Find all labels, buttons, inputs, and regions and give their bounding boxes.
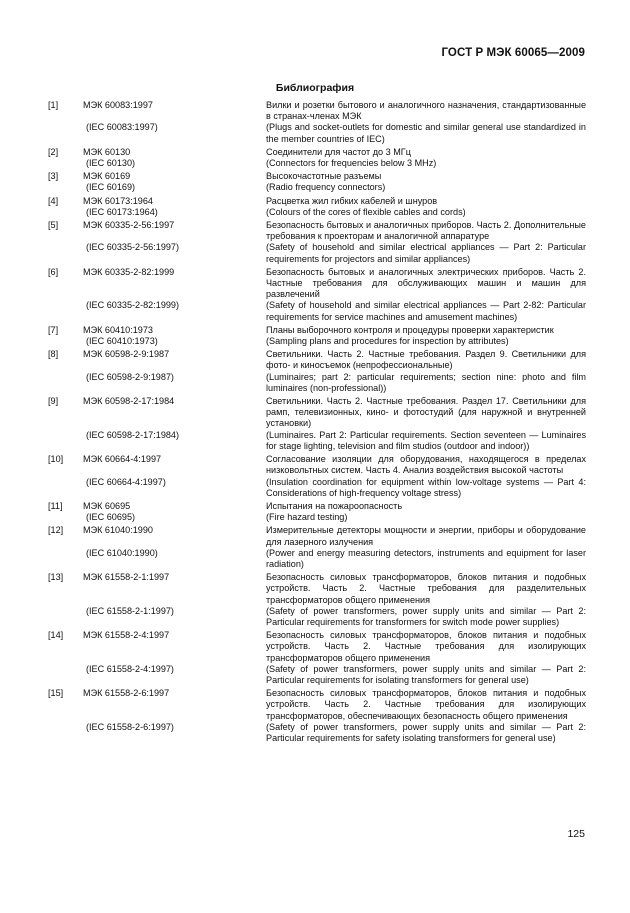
entry-title-ru: Расцветка жил гибких кабелей и шнуров: [266, 195, 438, 206]
entry-number: [12]: [48, 525, 64, 536]
bibliography-list: [48, 100, 586, 746]
entry-number: [11]: [48, 500, 63, 511]
bibliography-entry: [48, 688, 586, 744]
entry-number-spacer: [48, 122, 83, 144]
bibliography-entry: [48, 630, 586, 686]
bibliography-entry: [48, 220, 586, 265]
entry-title-ru: Измерительные детекторы мощности и энергии, приборы и оборудование для лазерного излучения: [266, 525, 586, 547]
entry-code-ru: МЭК 60083:1997: [83, 100, 153, 110]
bibliography-entry: [48, 171, 586, 193]
bibliography-entry: [48, 100, 586, 145]
entry-number-spacer: [48, 664, 83, 686]
entry-code-ru: МЭК 60598-2-9:1987: [83, 349, 170, 360]
entry-number: [9]: [48, 396, 59, 407]
entry-number-spacer: [48, 242, 83, 264]
entry-number-spacer: [48, 512, 83, 523]
entry-code-iec: (IEC 60598-2-9:1987): [86, 371, 174, 382]
bibliography-entry: [48, 501, 586, 523]
entry-number: [14]: [48, 630, 64, 641]
entry-code-ru: МЭК 60130: [83, 146, 131, 157]
entry-number: [4]: [48, 195, 59, 206]
entry-title-en: (Luminaires. Part 2: Particular requirements. Section seventeen — Luminaires for stage lighting, television and film studios (outdoor and indoor)): [266, 429, 586, 451]
entry-title-ru: Высокочастотные разъемы: [266, 171, 382, 182]
bibliography-entry: [48, 196, 586, 218]
entry-code-iec: (IEC 60664-4:1997): [86, 476, 166, 487]
entry-number: [5]: [48, 220, 59, 231]
entry-number-spacer: [48, 336, 83, 347]
entry-number-spacer: [48, 722, 83, 744]
entry-number-spacer: [48, 548, 83, 570]
bibliography-entry: [48, 396, 586, 452]
entry-code-iec: (IEC 61040:1990): [86, 547, 158, 558]
entry-code-iec: (IEC 60598-2-17:1984): [86, 429, 180, 440]
bibliography-entry: [48, 572, 586, 628]
entry-number-spacer: [48, 430, 83, 452]
entry-number: [3]: [48, 171, 59, 182]
entry-code-ru: МЭК 60695: [83, 500, 131, 511]
entry-code-ru: МЭК 61558-2-6:1997: [83, 688, 170, 699]
entry-number-spacer: [48, 300, 83, 322]
entry-number: [10]: [48, 454, 64, 465]
entry-code-ru: МЭК 60664-4:1997: [83, 454, 162, 465]
entry-code-ru: МЭК 60410:1973: [83, 324, 153, 335]
entry-title-ru: Соединители для частот до 3 МГц: [266, 146, 411, 157]
entry-title-en: (Safety of power transformers, power supply units and similar — Part 2: Particular requirements for transformers for switch mode power supplies): [266, 605, 586, 627]
page-title: Библиография: [275, 82, 355, 94]
bibliography-entry: [48, 454, 586, 499]
entry-code-ru: МЭК 60173:1964: [83, 195, 153, 206]
entry-code-iec: (IEC 60410:1973): [86, 336, 158, 347]
entry-number: [2]: [48, 146, 59, 157]
entry-title-en: (Sampling plans and procedures for inspection by attributes): [266, 336, 509, 347]
entry-code-ru: МЭК 61558-2-1:1997: [83, 572, 170, 583]
entry-code-iec: (IEC 60083:1997): [86, 122, 158, 133]
entry-code-iec: (IEC 60335-2-56:1997): [86, 242, 180, 253]
entry-code-iec: (IEC 60335-2-82:1999): [86, 300, 180, 311]
entry-title-ru: Вилки и розетки бытового и аналогичного назначения, стандартизованные в странах-членах МЭК: [266, 100, 586, 122]
entry-title-ru: Планы выборочного контроля и процедуры проверки характеристик: [266, 324, 554, 335]
entry-code-ru: МЭК 60335-2-82:1999: [83, 266, 175, 277]
entry-code-iec: (IEC 61558-2-6:1997): [86, 721, 174, 732]
entry-number-spacer: [48, 372, 83, 394]
entry-title-en: (Safety of power transformers, power supply units and similar — Part 2: Particular requirements for safety isolating transformers for general use): [266, 721, 586, 743]
entry-title-en: (Safety of household and similar electrical appliances — Part 2-82: Particular requirements for service machines and amusement machines): [266, 300, 586, 322]
entry-title-en: (Safety of power transformers, power supply units and similar — Part 2: Particular requirements for isolating transformers for general use): [266, 663, 586, 685]
entry-code-ru: МЭК 60335-2-56:1997: [83, 220, 175, 231]
entry-number-spacer: [48, 477, 83, 499]
entry-title-en: (Safety of household and similar electrical appliances — Part 2: Particular requirements for projectors and similar appliances): [266, 242, 586, 264]
standard-designation: ГОСТ Р МЭК 60065—2009: [441, 47, 585, 59]
bibliography-entry: [48, 325, 586, 347]
bibliography-entry: [48, 267, 586, 323]
entry-title-en: (Colours of the cores of flexible cables and cords): [266, 206, 466, 217]
entry-title-ru: Безопасность бытовых и аналогичных электрических приборов. Часть 2. Частные требования для обслуживающих машин и машин для развлечений: [266, 266, 586, 300]
entry-title-en: (Luminaires; part 2: particular requirements; section nine: photo and film luminaires (non-professional)): [266, 371, 586, 393]
entry-number: [6]: [48, 266, 59, 277]
entry-title-en: (Radio frequency connectors): [266, 182, 386, 193]
entry-number: [7]: [48, 324, 59, 335]
bibliography-entry: [48, 147, 586, 169]
entry-number-spacer: [48, 207, 83, 218]
entry-title-ru: Согласование изоляции для оборудования, находящегося в пределах низковольтных систем. Часть 4. Анализ воздействия высокой частоты: [266, 454, 586, 476]
entry-code-ru: МЭК 60598-2-17:1984: [83, 396, 175, 407]
entry-number-spacer: [48, 606, 83, 628]
entry-code-ru: МЭК 61558-2-4:1997: [83, 630, 170, 641]
entry-title-ru: Светильники. Часть 2. Частные требования. Раздел 9. Светильники для фото- и киносъемок (непрофессиональные): [266, 349, 586, 371]
entry-title-ru: Безопасность бытовых и аналогичных приборов. Часть 2. Дополнительные требования к проекторам и аналогичной аппаратуре: [266, 220, 586, 242]
bibliography-entry: [48, 525, 586, 570]
page-number: 125: [567, 828, 585, 840]
entry-code-iec: (IEC 60169): [86, 182, 136, 193]
entry-code-iec: (IEC 60130): [86, 158, 136, 169]
entry-code-ru: МЭК 60169: [83, 171, 131, 182]
entry-title-ru: Безопасность силовых трансформаторов, блоков питания и подобных устройств. Часть 2. Частные требования для изолирующих трансформаторов, обеспечивающих безопасность общего применения: [266, 688, 586, 721]
entry-code-iec: (IEC 61558-2-1:1997): [86, 605, 174, 616]
entry-title-en: (Insulation coordination for equipment within low-voltage systems — Part 4: Considerations of high-frequency voltage stress): [266, 476, 586, 498]
entry-title-ru: Светильники. Часть 2. Частные требования. Раздел 17. Светильники для рамп, телевизионных, кино- и фотостудий (для наружной и внутренней установки): [266, 396, 586, 429]
entry-title-ru: Безопасность силовых трансформаторов, блоков питания и подобных устройств. Часть 2. Частные требования для изолирующих трансформаторов общего применения: [266, 630, 586, 663]
entry-title-ru: Испытания на пожароопасность: [266, 500, 403, 511]
entry-number: [15]: [48, 688, 64, 699]
entry-code-ru: МЭК 61040:1990: [83, 525, 153, 536]
entry-number-spacer: [48, 182, 83, 193]
entry-code-iec: (IEC 60173:1964): [86, 206, 158, 217]
entry-number-spacer: [48, 158, 83, 169]
entry-title-en: (Connectors for frequencies below 3 MHz): [266, 158, 437, 169]
entry-code-iec: (IEC 60695): [86, 512, 136, 523]
entry-title-ru: Безопасность силовых трансформаторов, блоков питания и подобных устройств. Часть 2. Частные требования для разделительных трансформаторов общего применения: [266, 572, 586, 605]
entry-number: [13]: [48, 572, 64, 583]
entry-title-en: (Plugs and socket-outlets for domestic and similar general use standardized in the member countries of IEC): [266, 122, 586, 144]
entry-title-en: (Power and energy measuring detectors, instruments and equipment for laser radiation): [266, 547, 586, 569]
bibliography-entry: [48, 349, 586, 394]
entry-number: [1]: [48, 100, 59, 110]
entry-number: [8]: [48, 349, 59, 360]
entry-code-iec: (IEC 61558-2-4:1997): [86, 663, 174, 674]
entry-title-en: (Fire hazard testing): [266, 512, 348, 523]
